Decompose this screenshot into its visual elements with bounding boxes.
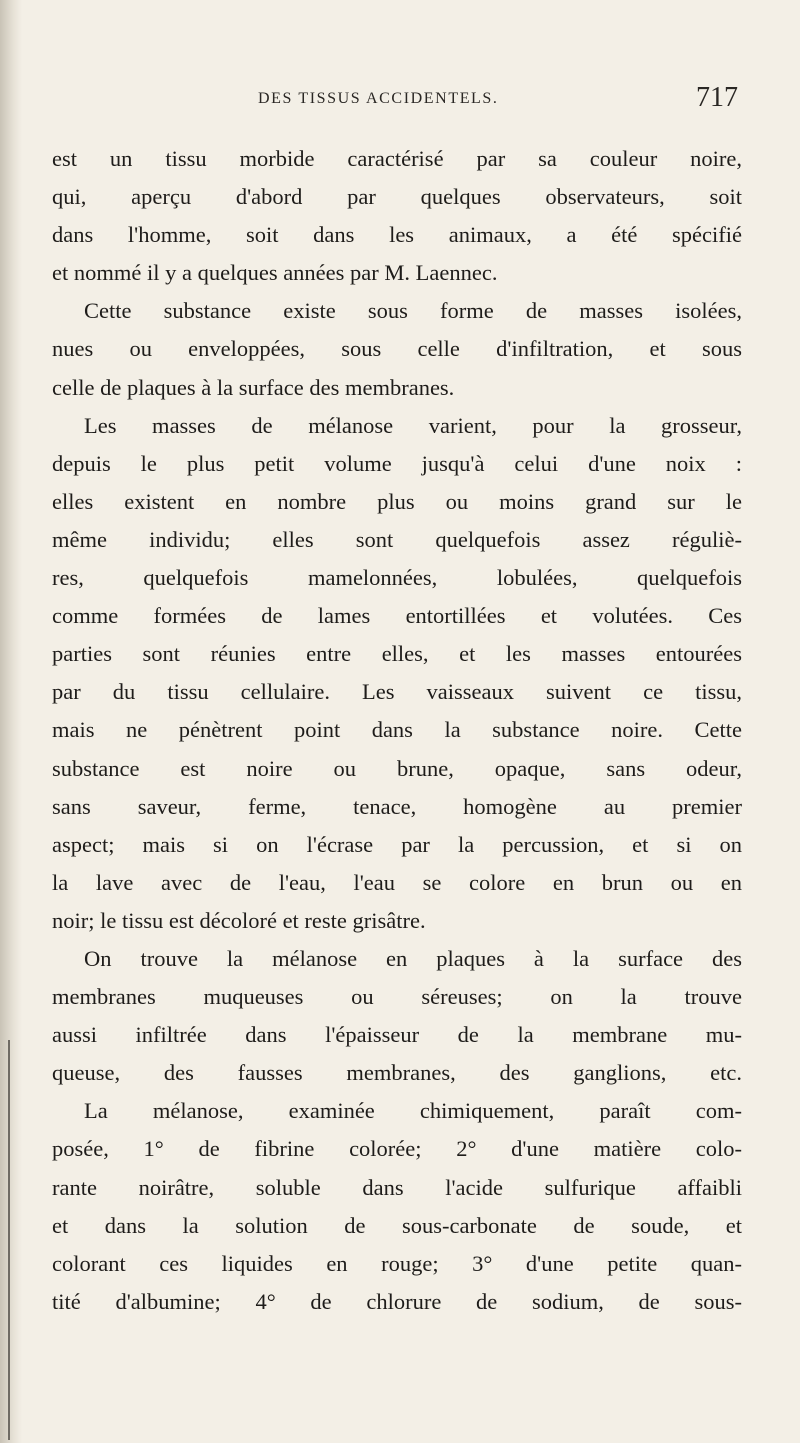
text-line: membranes muqueuses ou séreuses; on la trouve — [52, 984, 742, 1010]
text-line: La mélanose, examinée chimiquement, paraît com- — [84, 1098, 742, 1124]
text-line: est un tissu morbide caractérisé par sa couleur noire, — [52, 146, 742, 171]
text-line: elles existent en nombre plus ou moins grand sur le — [52, 488, 742, 514]
body-text — [52, 140, 742, 1321]
text-line: colorant ces liquides en rouge; 3° d'une petite quan- — [52, 1250, 742, 1276]
text-line: par du tissu cellulaire. Les vaisseaux suivent ce tissu, — [52, 679, 742, 705]
text-line: aspect; mais si on l'écrase par la percussion, et si on — [52, 831, 742, 857]
text-line: même individu; elles sont quelquefois assez réguliè- — [52, 526, 742, 552]
text-line: res, quelquefois mamelonnées, lobulées, quelquefois — [52, 565, 742, 591]
text-line: comme formées de lames entortillées et volutées. Ces — [52, 603, 742, 629]
text-line: noir; le tissu est décoloré et reste grisâtre. — [52, 907, 426, 933]
text-line: dans l'homme, soit dans les animaux, a été spécifié — [52, 222, 742, 248]
text-line: mais ne pénètrent point dans la substance noire. Cette — [52, 717, 742, 743]
text-line: aussi infiltrée dans l'épaisseur de la membrane mu- — [52, 1022, 742, 1048]
text-line: qui, aperçu d'abord par quelques observateurs, soit — [52, 184, 742, 210]
text-line: depuis le plus petit volume jusqu'à celui d'une noix : — [52, 450, 742, 476]
text-line: rante noirâtre, soluble dans l'acide sulfurique affaibli — [52, 1174, 742, 1200]
page-binding-edge — [8, 1040, 10, 1440]
page-binding-shadow — [0, 0, 22, 1443]
text-line: On trouve la mélanose en plaques à la surface des — [84, 945, 742, 971]
page-number: 717 — [696, 82, 738, 113]
text-line: Les masses de mélanose varient, pour la grosseur, — [84, 412, 742, 438]
text-line: substance est noire ou brune, opaque, sans odeur, — [52, 755, 742, 781]
text-line: celle de plaques à la surface des membranes. — [52, 374, 455, 400]
text-line: et dans la solution de sous-carbonate de soude, et — [52, 1212, 742, 1238]
page-header — [0, 82, 800, 128]
text-line: queuse, des fausses membranes, des ganglions, etc. — [52, 1060, 742, 1086]
text-line: parties sont réunies entre elles, et les masses entourées — [52, 641, 742, 667]
text-line: la lave avec de l'eau, l'eau se colore en brun ou en — [52, 869, 742, 895]
text-line: sans saveur, ferme, tenace, homogène au premier — [52, 793, 742, 819]
text-line: tité d'albumine; 4° de chlorure de sodium, de sous- — [52, 1288, 742, 1314]
text-line: Cette substance existe sous forme de masses isolées, — [84, 298, 742, 324]
text-line: nues ou enveloppées, sous celle d'infiltration, et sous — [52, 336, 742, 362]
text-line: et nommé il y a quelques années par M. Laennec. — [52, 260, 498, 286]
text-line: posée, 1° de fibrine colorée; 2° d'une matière colo- — [52, 1136, 742, 1162]
running-title: DES TISSUS ACCIDENTELS. — [258, 90, 499, 107]
